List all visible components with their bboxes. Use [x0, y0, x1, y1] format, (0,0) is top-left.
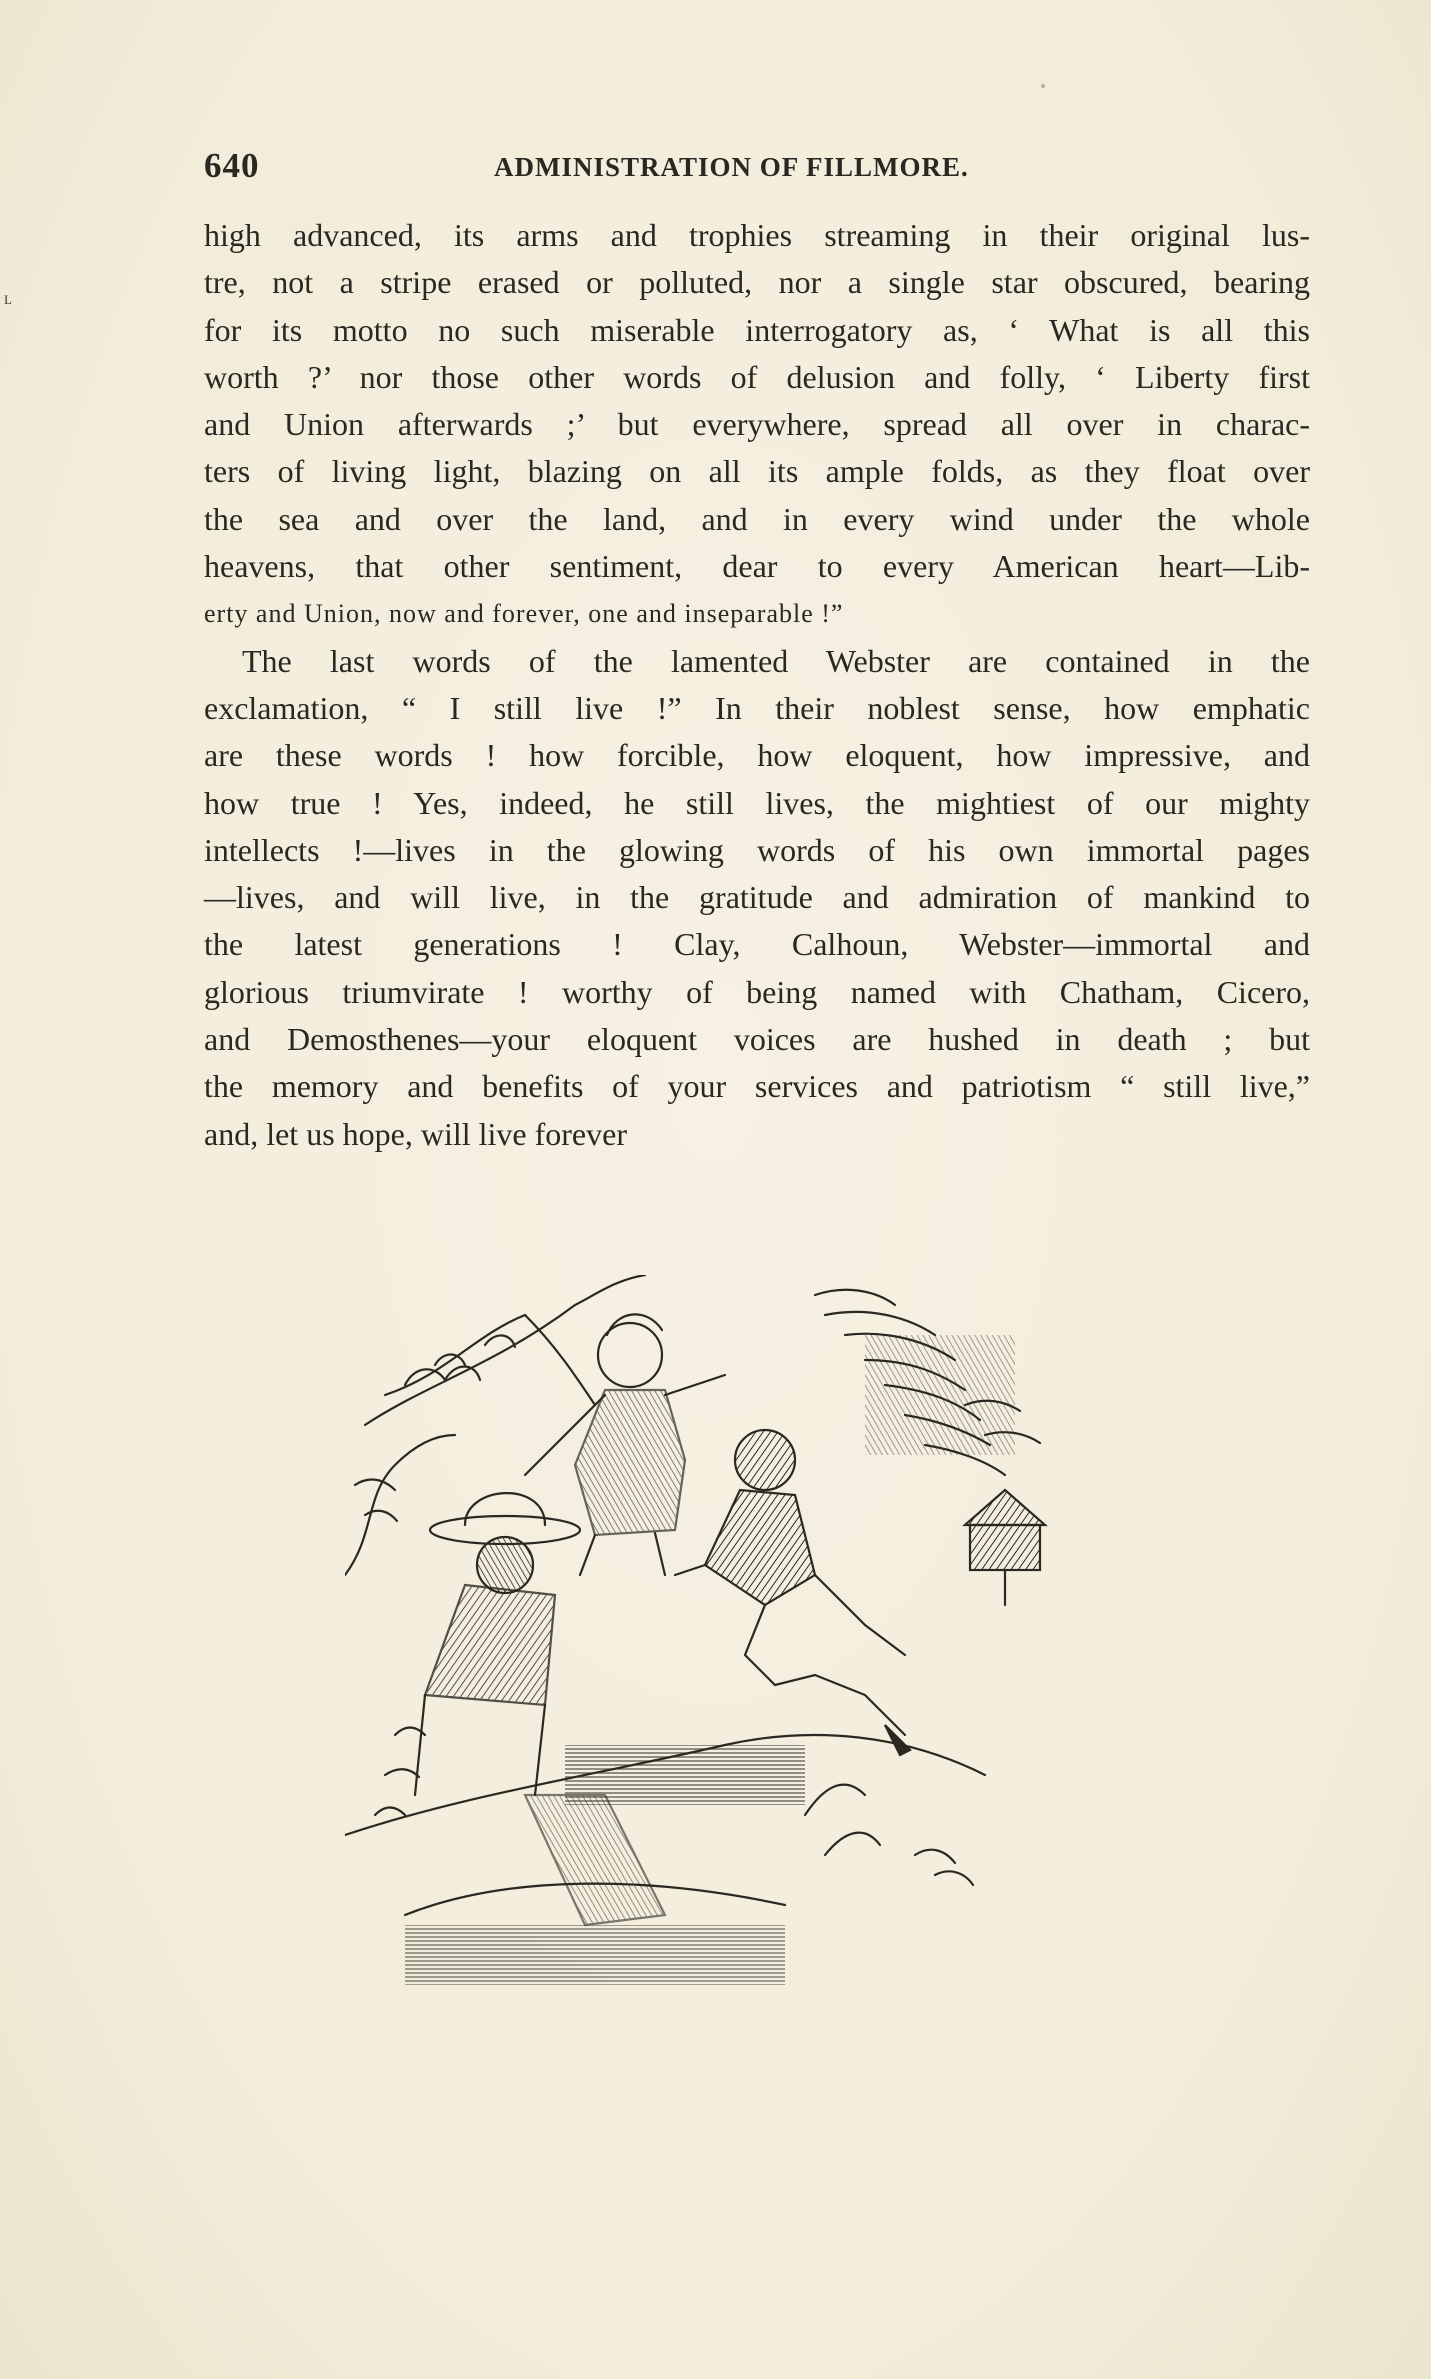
text-line: heavens, that other sentiment, dear to every American heart—Lib-: [204, 548, 1310, 585]
stream-ground: [345, 1735, 985, 1985]
hat-boy-figure: [375, 1493, 580, 1815]
text-line: The last words of the lamented Webster are contained in the: [242, 642, 1310, 679]
margin-mark: ʟ: [4, 288, 12, 308]
text-line: for its motto no such miserable interrogatory as, ‘ What is all this: [204, 311, 1310, 348]
text-line: the sea and over the land, and in every wind under the whole: [204, 500, 1310, 537]
page-number: 640: [204, 146, 260, 185]
text-line: —lives, and will live, in the gratitude and admiration of mankind to: [204, 879, 1310, 916]
text-line: and Demosthenes—your eloquent voices are hushed in death ; but: [204, 1021, 1310, 1058]
text-line-small-caps: erty and Union, now and forever, one and inseparable !”: [204, 599, 844, 629]
text-line: ters of living light, blazing on all its ample folds, as they float over: [204, 453, 1310, 490]
running-head: [204, 146, 1310, 194]
engraving-illustration: [345, 1275, 1165, 2025]
paper-speck: [1041, 84, 1045, 88]
text-line: tre, not a stripe erased or polluted, nor a single star obscured, bearing: [204, 264, 1310, 301]
running-title: ADMINISTRATION OF FILLMORE.: [494, 152, 969, 182]
text-line: high advanced, its arms and trophies streaming in their original lus-: [204, 217, 1310, 253]
text-line: the latest generations ! Clay, Calhoun, Webster—immortal and: [204, 926, 1310, 963]
text-line: exclamation, “ I still live !” In their noblest sense, how emphatic: [204, 689, 1310, 726]
girl-figure: [525, 1314, 725, 1575]
text-line: how true ! Yes, indeed, he still lives, the mightiest of our mighty: [204, 784, 1310, 821]
text-line: intellects !—lives in the glowing words of his own immortal pages: [204, 831, 1310, 868]
body-text: [204, 212, 1310, 1158]
text-line: are these words ! how forcible, how eloquent, how impressive, and: [204, 737, 1310, 774]
text-line: the memory and benefits of your services and patriotism “ still live,”: [204, 1068, 1310, 1105]
birdhouse: [965, 1490, 1045, 1605]
foliage-right: [815, 1290, 1040, 1475]
boy-figure: [675, 1430, 910, 1755]
text-line: glorious triumvirate ! worthy of being named with Chatham, Cicero,: [204, 973, 1310, 1010]
text-line: and Union afterwards ;’ but everywhere, spread all over in charac-: [204, 406, 1310, 443]
text-line-last: and, let us hope, will live forever: [204, 1115, 627, 1152]
text-line: worth ?’ nor those other words of delusion and folly, ‘ Liberty first: [204, 358, 1310, 395]
